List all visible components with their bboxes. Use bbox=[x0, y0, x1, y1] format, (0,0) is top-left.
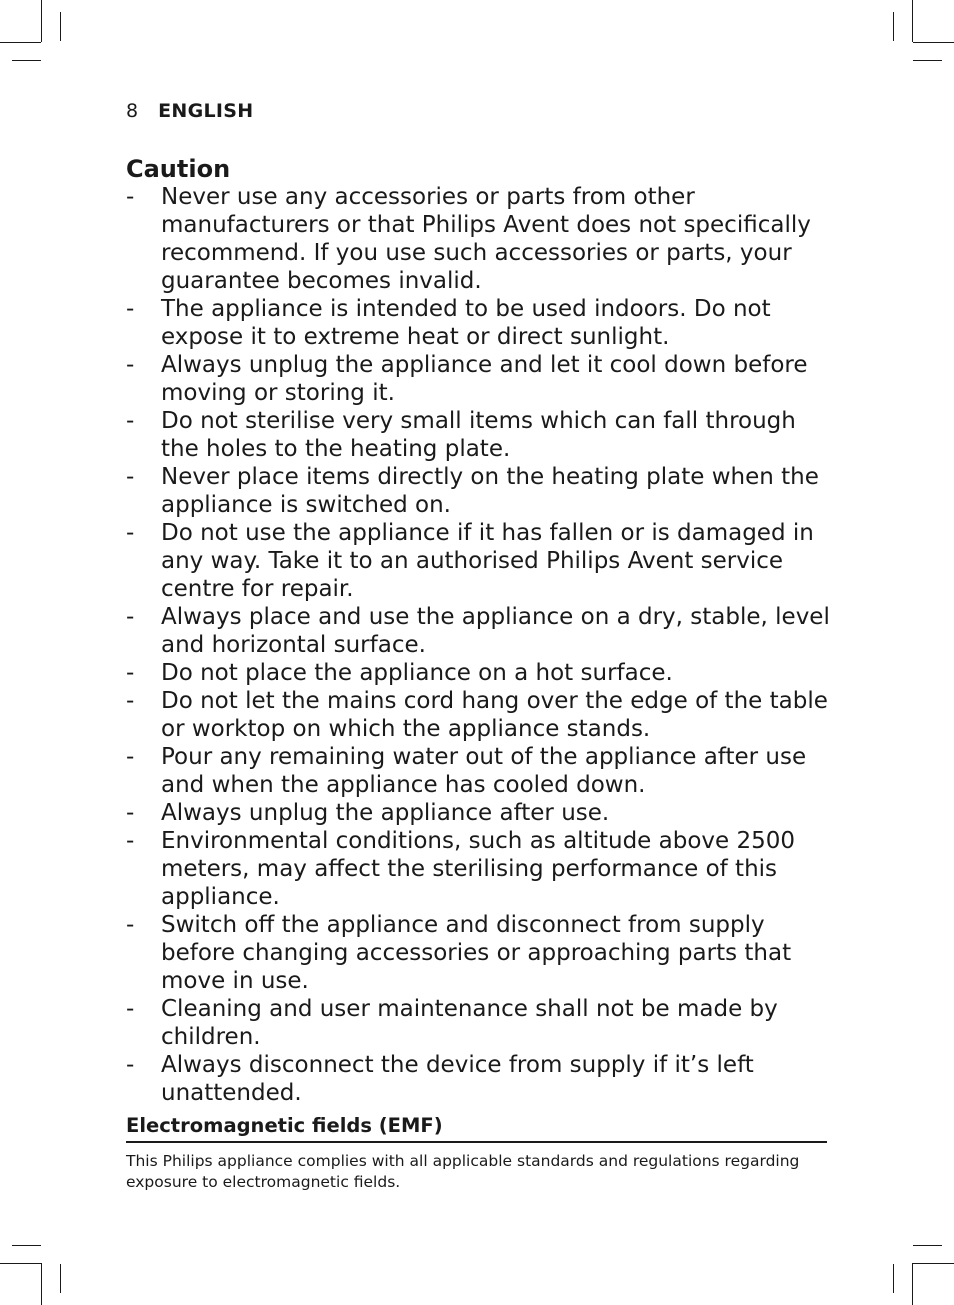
caution-item bbox=[126, 351, 831, 407]
caution-item-text: Always unplug the appliance and let it cool down before moving or storing it. bbox=[161, 352, 808, 406]
caution-list bbox=[126, 183, 831, 1107]
caution-item-text: The appliance is intended to be used indoors. Do not expose it to extreme heat or direct sunlight. bbox=[161, 296, 771, 350]
caution-item bbox=[126, 463, 831, 519]
crop-mark bbox=[912, 0, 913, 42]
caution-heading: Caution bbox=[126, 155, 231, 183]
bullet-dash: - bbox=[126, 660, 135, 686]
crop-mark bbox=[12, 1245, 41, 1246]
bullet-dash: - bbox=[126, 744, 135, 770]
emf-paragraph: This Philips appliance complies with all applicable standards and regulations regarding exposure to electromagnetic fields. bbox=[126, 1152, 800, 1191]
caution-item bbox=[126, 995, 831, 1051]
language-label: ENGLISH bbox=[158, 100, 254, 122]
crop-mark bbox=[893, 12, 894, 41]
bullet-dash: - bbox=[126, 408, 135, 434]
caution-item bbox=[126, 603, 831, 659]
caution-item-text: Always unplug the appliance after use. bbox=[161, 800, 610, 826]
caution-item bbox=[126, 911, 831, 995]
caution-item bbox=[126, 799, 831, 827]
crop-mark bbox=[60, 1264, 61, 1293]
caution-item-text: Never place items directly on the heating plate when the appliance is switched on. bbox=[161, 464, 819, 518]
caution-item-text: Do not let the mains cord hang over the edge of the table or worktop on which the appliance stands. bbox=[161, 688, 828, 742]
caution-item bbox=[126, 827, 831, 911]
crop-mark bbox=[41, 0, 42, 42]
crop-mark bbox=[893, 1264, 894, 1293]
caution-item-text: Environmental conditions, such as altitude above 2500 meters, may affect the sterilising performance of this appliance. bbox=[161, 828, 796, 910]
caution-item-text: Switch off the appliance and disconnect from supply before changing accessories or approaching parts that move in use. bbox=[161, 912, 792, 994]
caution-item-text: Do not use the appliance if it has fallen or is damaged in any way. Take it to an authorised Philips Avent service centre for repair. bbox=[161, 520, 814, 602]
caution-item bbox=[126, 183, 831, 295]
crop-mark bbox=[913, 1263, 954, 1264]
caution-item bbox=[126, 519, 831, 603]
crop-mark bbox=[913, 1245, 942, 1246]
caution-item bbox=[126, 743, 831, 799]
crop-mark bbox=[41, 1263, 42, 1305]
bullet-dash: - bbox=[126, 352, 135, 378]
emf-heading: Electromagnetic fields (EMF) bbox=[126, 1114, 443, 1137]
bullet-dash: - bbox=[126, 464, 135, 490]
crop-mark bbox=[0, 42, 41, 43]
bullet-dash: - bbox=[126, 296, 135, 322]
crop-mark bbox=[0, 1263, 41, 1264]
bullet-dash: - bbox=[126, 1052, 135, 1078]
bullet-dash: - bbox=[126, 688, 135, 714]
bullet-dash: - bbox=[126, 912, 135, 938]
bullet-dash: - bbox=[126, 828, 135, 854]
caution-item-text: Never use any accessories or parts from other manufacturers or that Philips Avent does not specifically recommend. If you use such accessories or parts, your guarantee becomes invalid. bbox=[161, 184, 811, 294]
caution-item-text: Always disconnect the device from supply if it’s left unattended. bbox=[161, 1052, 754, 1106]
bullet-dash: - bbox=[126, 520, 135, 546]
page-header bbox=[126, 100, 253, 122]
caution-item-text: Do not place the appliance on a hot surface. bbox=[161, 660, 673, 686]
crop-mark bbox=[913, 60, 942, 61]
caution-item-text: Always place and use the appliance on a dry, stable, level and horizontal surface. bbox=[161, 604, 830, 658]
bullet-dash: - bbox=[126, 604, 135, 630]
caution-item bbox=[126, 687, 831, 743]
caution-item bbox=[126, 1051, 831, 1107]
bullet-dash: - bbox=[126, 996, 135, 1022]
caution-item bbox=[126, 659, 831, 687]
caution-item-text: Do not sterilise very small items which can fall through the holes to the heating plate. bbox=[161, 408, 796, 462]
crop-mark bbox=[912, 1263, 913, 1305]
section-divider bbox=[126, 1141, 827, 1143]
crop-mark bbox=[12, 60, 41, 61]
bullet-dash: - bbox=[126, 800, 135, 826]
caution-item bbox=[126, 295, 831, 351]
crop-mark bbox=[913, 42, 954, 43]
crop-mark bbox=[60, 12, 61, 41]
caution-item-text: Cleaning and user maintenance shall not be made by children. bbox=[161, 996, 778, 1050]
page-number: 8 bbox=[126, 100, 139, 122]
caution-item-text: Pour any remaining water out of the appliance after use and when the appliance has cooled down. bbox=[161, 744, 807, 798]
bullet-dash: - bbox=[126, 184, 135, 210]
caution-item bbox=[126, 407, 831, 463]
